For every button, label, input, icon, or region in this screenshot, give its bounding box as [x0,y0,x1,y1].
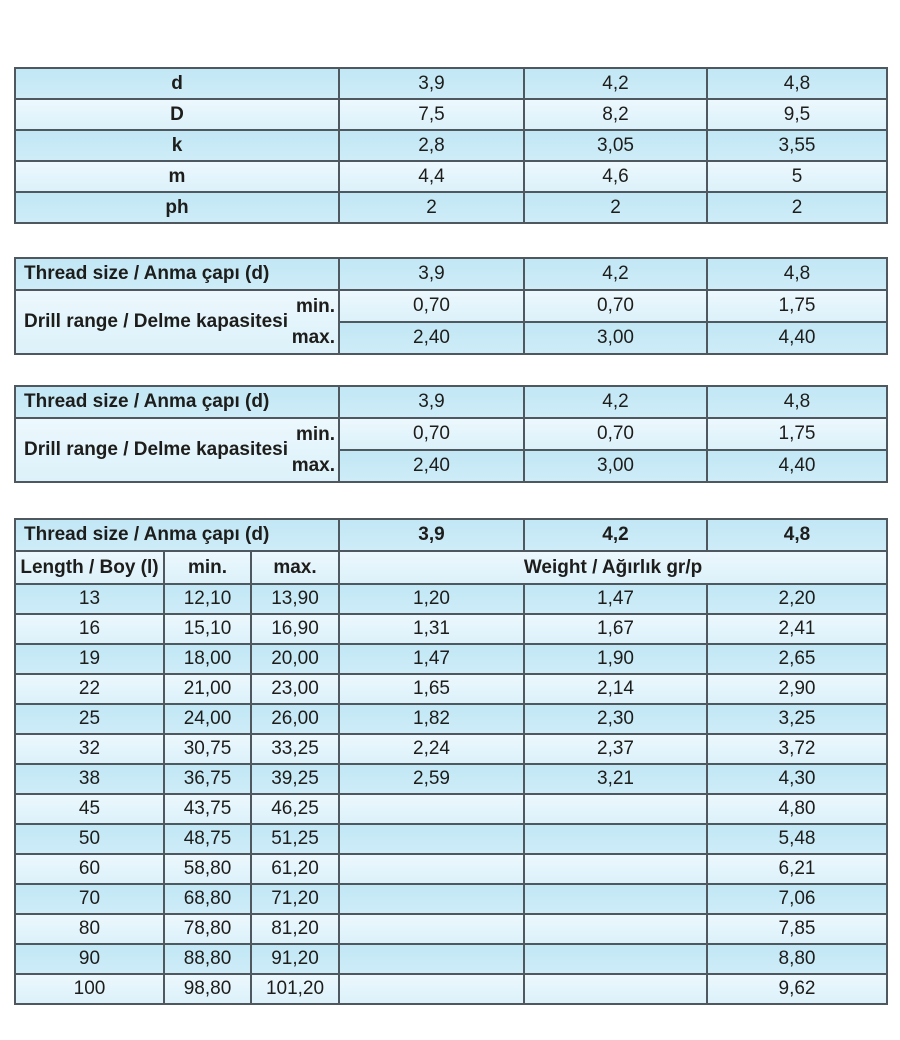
table-row [15,824,887,854]
length-value: 16 [15,614,164,644]
min-value: 78,80 [164,914,251,944]
weight-value [524,824,707,854]
thread-size-value: 4,8 [707,386,887,418]
min-value: 21,00 [164,674,251,704]
max-value: 3,00 [524,322,707,354]
weight-value [339,944,524,974]
max-value: 101,20 [251,974,339,1004]
weight-value [339,914,524,944]
length-value: 100 [15,974,164,1004]
min-header: min. [164,551,251,584]
max-value: 13,90 [251,584,339,614]
length-value: 25 [15,704,164,734]
weight-header: Weight / Ağırlık gr/p [339,551,887,584]
max-value: 3,00 [524,450,707,482]
dim-value: 9,5 [707,99,887,130]
min-value: 15,10 [164,614,251,644]
max-value: 51,25 [251,824,339,854]
weight-value [339,824,524,854]
min-label: min. [295,424,335,445]
min-value: 98,80 [164,974,251,1004]
max-value: 16,90 [251,614,339,644]
length-value: 90 [15,944,164,974]
weight-value: 1,47 [339,644,524,674]
dim-value: 5 [707,161,887,192]
weight-value: 1,82 [339,704,524,734]
dim-label: D [15,99,339,130]
weight-value [524,974,707,1004]
thread-size-value: 4,2 [524,519,707,551]
min-label: min. [295,296,335,317]
max-value: 46,25 [251,794,339,824]
min-value: 48,75 [164,824,251,854]
table-row [15,674,887,704]
min-value: 24,00 [164,704,251,734]
table-row [15,764,887,794]
min-value: 1,75 [707,418,887,450]
thread-size-value: 4,8 [707,519,887,551]
min-value: 58,80 [164,854,251,884]
dim-value: 3,55 [707,130,887,161]
table-row [15,704,887,734]
dim-label: d [15,68,339,99]
drill-range-label: Drill range / Delme kapasitesi [24,439,289,460]
length-value: 50 [15,824,164,854]
max-value: 20,00 [251,644,339,674]
weight-value [524,914,707,944]
weight-value: 3,72 [707,734,887,764]
table-row [15,130,887,161]
weight-value: 7,06 [707,884,887,914]
weight-value: 2,20 [707,584,887,614]
table-row [15,418,887,450]
weight-value [524,854,707,884]
table-row [15,614,887,644]
min-value: 0,70 [524,290,707,322]
max-label: max. [291,455,335,476]
table-row [15,584,887,614]
length-value: 60 [15,854,164,884]
max-value: 2,40 [339,322,524,354]
dim-value: 8,2 [524,99,707,130]
min-value: 30,75 [164,734,251,764]
table-row [15,734,887,764]
weight-value: 3,21 [524,764,707,794]
dim-value: 3,9 [339,68,524,99]
length-value: 45 [15,794,164,824]
table-row [15,551,887,584]
dim-value: 2 [339,192,524,223]
dim-label: k [15,130,339,161]
weight-value: 1,20 [339,584,524,614]
length-value: 22 [15,674,164,704]
table-row [15,290,887,322]
max-value: 2,40 [339,450,524,482]
weight-value [339,854,524,884]
weight-value [339,974,524,1004]
min-value: 0,70 [339,290,524,322]
min-value: 1,75 [707,290,887,322]
max-value: 61,20 [251,854,339,884]
length-weight-table [14,518,888,1005]
length-value: 32 [15,734,164,764]
drill-capacity-table-2 [14,385,888,483]
weight-value: 4,30 [707,764,887,794]
dim-value: 2 [524,192,707,223]
weight-value: 6,21 [707,854,887,884]
weight-value: 5,48 [707,824,887,854]
length-value: 70 [15,884,164,914]
table-row [15,944,887,974]
weight-value [524,944,707,974]
table-row [15,974,887,1004]
max-value: 4,40 [707,450,887,482]
min-value: 43,75 [164,794,251,824]
weight-value: 4,80 [707,794,887,824]
weight-value: 2,65 [707,644,887,674]
weight-value: 2,14 [524,674,707,704]
dim-value: 4,8 [707,68,887,99]
max-value: 23,00 [251,674,339,704]
max-label: max. [291,327,335,348]
table-row [15,794,887,824]
dim-value: 4,6 [524,161,707,192]
dim-label: ph [15,192,339,223]
table-row [15,258,887,290]
table-row [15,99,887,130]
dim-value: 2 [707,192,887,223]
min-value: 0,70 [524,418,707,450]
weight-value: 1,67 [524,614,707,644]
dim-value: 4,2 [524,68,707,99]
weight-value: 2,24 [339,734,524,764]
weight-value: 2,37 [524,734,707,764]
dim-value: 2,8 [339,130,524,161]
thread-size-value: 4,2 [524,258,707,290]
dim-value: 7,5 [339,99,524,130]
min-value: 18,00 [164,644,251,674]
drill-range-cell [15,418,339,482]
weight-value: 1,65 [339,674,524,704]
weight-value [524,884,707,914]
weight-value [524,794,707,824]
thread-size-label: Thread size / Anma çapı (d) [15,519,339,551]
thread-size-value: 4,2 [524,386,707,418]
weight-value: 1,47 [524,584,707,614]
weight-value: 7,85 [707,914,887,944]
min-value: 36,75 [164,764,251,794]
thread-size-value: 3,9 [339,519,524,551]
table-row [15,914,887,944]
table-row [15,854,887,884]
dimensions-table [14,67,888,224]
table-row [15,644,887,674]
weight-value: 8,80 [707,944,887,974]
max-value: 39,25 [251,764,339,794]
weight-value: 3,25 [707,704,887,734]
weight-value [339,794,524,824]
dim-value: 3,05 [524,130,707,161]
drill-capacity-table-1 [14,257,888,355]
weight-value: 2,41 [707,614,887,644]
weight-value: 2,90 [707,674,887,704]
max-header: max. [251,551,339,584]
length-value: 19 [15,644,164,674]
max-value: 81,20 [251,914,339,944]
drill-range-label: Drill range / Delme kapasitesi [24,311,289,332]
min-value: 12,10 [164,584,251,614]
length-header: Length / Boy (l) [15,551,164,584]
weight-value: 9,62 [707,974,887,1004]
thread-size-value: 3,9 [339,386,524,418]
dim-label: m [15,161,339,192]
min-value: 88,80 [164,944,251,974]
dim-value: 4,4 [339,161,524,192]
weight-value [339,884,524,914]
weight-value: 2,59 [339,764,524,794]
thread-size-label: Thread size / Anma çapı (d) [15,258,339,290]
min-value: 68,80 [164,884,251,914]
table-row [15,68,887,99]
table-row [15,192,887,223]
drill-range-cell [15,290,339,354]
length-value: 38 [15,764,164,794]
max-value: 33,25 [251,734,339,764]
table-row [15,884,887,914]
table-row [15,386,887,418]
thread-size-label: Thread size / Anma çapı (d) [15,386,339,418]
min-value: 0,70 [339,418,524,450]
thread-size-value: 4,8 [707,258,887,290]
max-value: 4,40 [707,322,887,354]
weight-value: 1,90 [524,644,707,674]
max-value: 91,20 [251,944,339,974]
table-row [15,519,887,551]
length-value: 13 [15,584,164,614]
thread-size-value: 3,9 [339,258,524,290]
length-value: 80 [15,914,164,944]
table-row [15,161,887,192]
weight-value: 1,31 [339,614,524,644]
max-value: 71,20 [251,884,339,914]
weight-value: 2,30 [524,704,707,734]
max-value: 26,00 [251,704,339,734]
